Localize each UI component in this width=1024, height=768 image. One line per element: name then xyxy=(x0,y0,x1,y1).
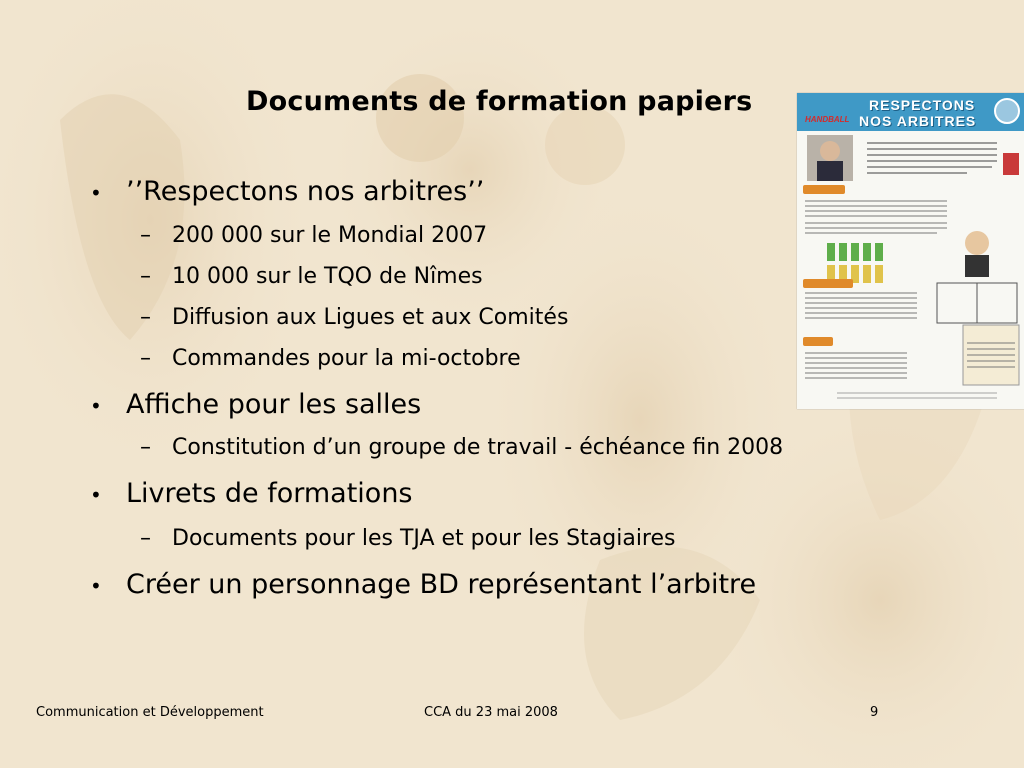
sub-bullet-marker: – xyxy=(140,305,151,330)
footer-center: CCA du 23 mai 2008 xyxy=(424,705,558,720)
sub-bullet-text: Diffusion aux Ligues et aux Comités xyxy=(172,305,569,330)
sub-bullet-text: 10 000 sur le TQO de Nîmes xyxy=(172,264,483,289)
sub-bullet-text: Constitution d’un groupe de travail - échéance fin 2008 xyxy=(172,435,784,460)
bullet-marker: • xyxy=(90,394,102,418)
sub-bullet-item xyxy=(140,223,488,248)
bullet-item xyxy=(90,389,422,420)
sub-bullet-item xyxy=(140,264,483,289)
sub-bullet-item xyxy=(140,305,569,330)
slide-title: Documents de formation papiers xyxy=(246,86,753,117)
sub-bullet-marker: – xyxy=(140,223,151,248)
bullet-marker: • xyxy=(90,574,102,598)
page-number: 9 xyxy=(870,705,879,720)
bullet-marker: • xyxy=(90,181,102,205)
respectons-nos-arbitres-poster xyxy=(797,93,1024,409)
sub-bullet-marker: – xyxy=(140,264,151,289)
sub-bullet-marker: – xyxy=(140,435,151,460)
poster-title-line2: NOS ARBITRES xyxy=(859,113,977,129)
bullet-text: ’’Respectons nos arbitres’’ xyxy=(126,176,485,207)
bullet-text: Créer un personnage BD représentant l’arbitre xyxy=(126,569,757,600)
bullet-item xyxy=(90,176,485,207)
bullet-marker: • xyxy=(90,483,102,507)
bullet-text: Affiche pour les salles xyxy=(126,389,422,420)
poster-illustration xyxy=(797,93,1024,409)
sub-bullet-text: 200 000 sur le Mondial 2007 xyxy=(172,223,488,248)
sub-bullet-item xyxy=(140,435,784,460)
bullet-item xyxy=(90,478,413,509)
poster-title-line1: RESPECTONS xyxy=(869,97,976,113)
sub-bullet-marker: – xyxy=(140,346,151,371)
sub-bullet-marker: – xyxy=(140,526,151,551)
sub-bullet-text: Documents pour les TJA et pour les Stagiaires xyxy=(172,526,676,551)
sub-bullet-text: Commandes pour la mi-octobre xyxy=(172,346,521,371)
bullet-text: Livrets de formations xyxy=(126,478,413,509)
footer-left: Communication et Développement xyxy=(36,705,264,720)
bullet-item xyxy=(90,569,757,600)
sub-bullet-item xyxy=(140,346,521,371)
poster-brand: HANDBALL xyxy=(805,115,850,124)
sub-bullet-item xyxy=(140,526,676,551)
